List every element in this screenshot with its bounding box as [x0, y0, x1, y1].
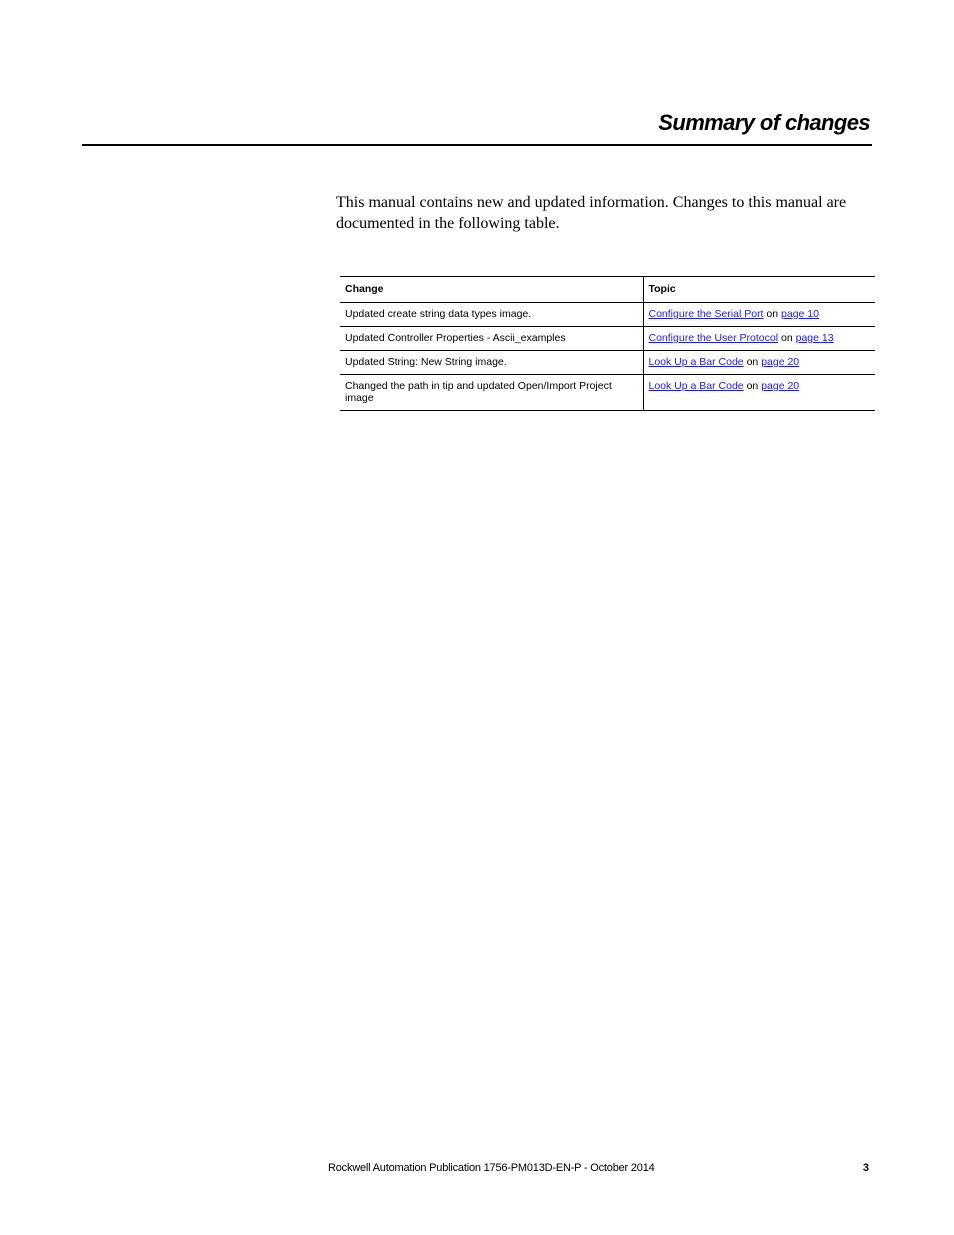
- table-row: [340, 375, 875, 411]
- table-row: [340, 351, 875, 375]
- intro-paragraph: This manual contains new and updated information. Changes to this manual are documented in the following table.: [336, 194, 847, 232]
- page-link[interactable]: page 20: [761, 356, 800, 368]
- change-cell: Updated String: New String image.: [340, 351, 643, 375]
- table-row: [340, 303, 875, 327]
- change-cell: Updated create string data types image.: [340, 303, 643, 327]
- on-text: on: [781, 332, 793, 344]
- topic-link[interactable]: Look Up a Bar Code: [648, 380, 744, 392]
- on-text: on: [766, 308, 779, 320]
- topic-cell: [643, 351, 875, 375]
- topic-link[interactable]: Configure the User Protocol: [648, 332, 779, 344]
- topic-cell: [643, 375, 875, 411]
- change-cell: Changed the path in tip and updated Open/Import Project image: [340, 375, 643, 411]
- topic-link[interactable]: Look Up a Bar Code: [648, 356, 744, 368]
- topic-link[interactable]: Configure the Serial Port: [648, 308, 764, 320]
- on-text: on: [746, 380, 759, 392]
- column-header-change: Change: [340, 277, 643, 303]
- table-header-row: [340, 277, 875, 303]
- summary-of-changes-table: [340, 276, 875, 411]
- topic-cell: [643, 303, 875, 327]
- on-text: on: [746, 356, 759, 368]
- page-link[interactable]: page 10: [781, 308, 819, 320]
- title-divider: [82, 144, 872, 146]
- table-row: [340, 327, 875, 351]
- page-title: Summary of changes: [658, 110, 870, 135]
- page-number: 3: [862, 1162, 869, 1174]
- topic-cell: [643, 327, 875, 351]
- column-header-topic: Topic: [643, 277, 875, 303]
- change-cell: Updated Controller Properties - Ascii_examples: [340, 327, 643, 351]
- publication-footer: Rockwell Automation Publication 1756-PM013D-EN-P - October 2014: [328, 1162, 655, 1174]
- page-link[interactable]: page 13: [795, 332, 834, 344]
- page-link[interactable]: page 20: [761, 380, 800, 392]
